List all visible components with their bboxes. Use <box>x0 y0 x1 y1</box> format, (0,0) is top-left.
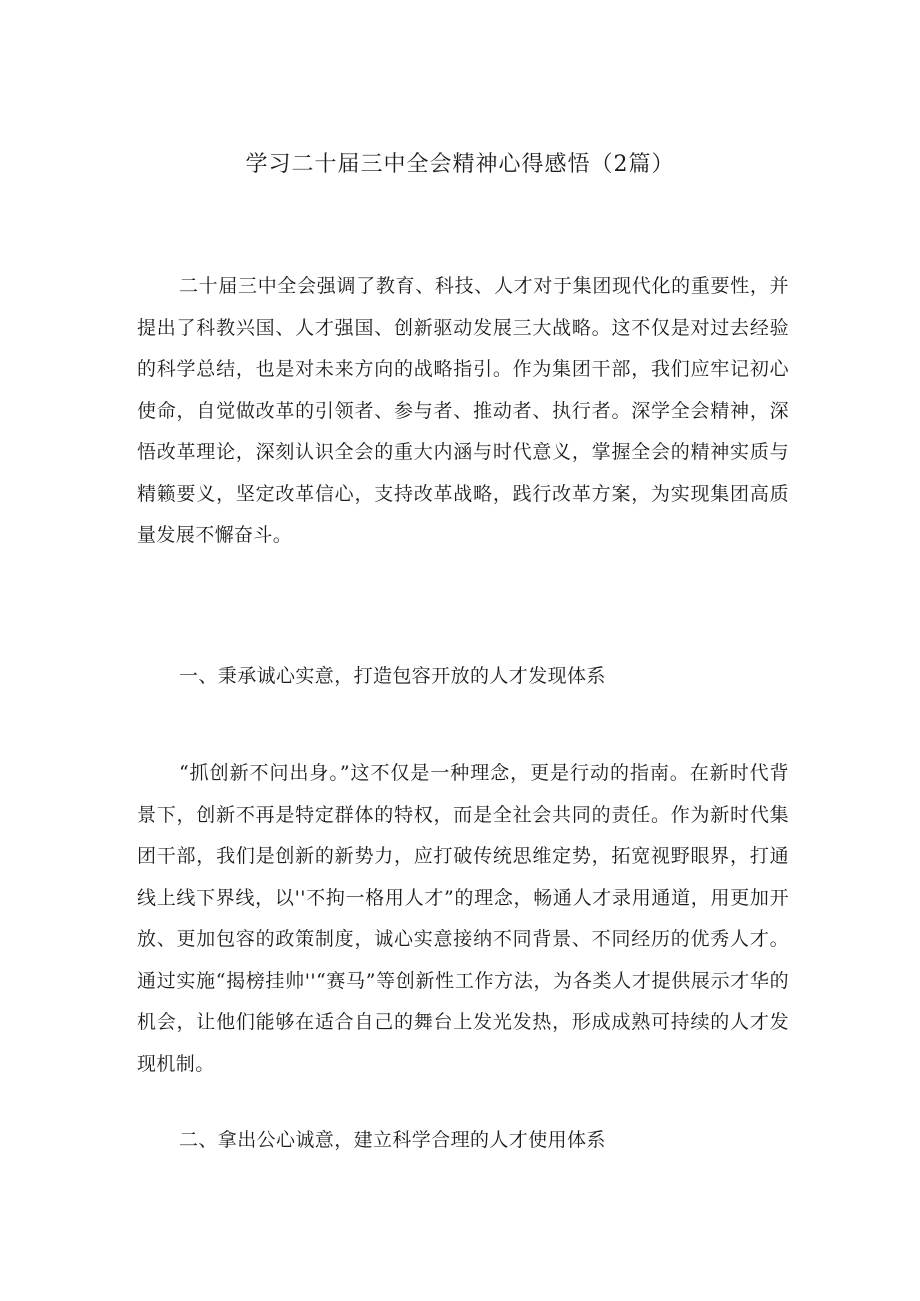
section-heading-1: 一、秉承诚心实意，打造包容开放的人才发现体系 <box>179 665 606 687</box>
paragraph-intro: 二十届三中全会强调了教育、科技、人才对于集团现代化的重要性，并提出了科教兴国、人才强国、创新驱动发展三大战略。这不仅是对过去经验的科学总结，也是对未来方向的战略指引。作为集团干部，我们应牢记初心使命，自觉做改革的引领者、参与者、推动者、执行者。深学全会精神，深悟改革理论，深刻认识全会的重大内涵与时代意义，掌握全会的精神实质与精籁要义，坚定改革信心，支持改革战略，践行改革方案，为实现集团高质量发展不懈奋斗。 <box>137 275 789 546</box>
section-heading-2: 二、拿出公心诚意，建立科学合理的人才使用体系 <box>179 1129 606 1151</box>
document-title: 学习二十届三中全会精神心得感悟（2篇） <box>245 152 675 177</box>
paragraph-section-1: “抓创新不问出身。”这不仅是一种理念，更是行动的指南。在新时代背景下，创新不再是特定群体的特权，而是全社会共同的责任。作为新时代集团干部，我们是创新的新势力，应打破传统思维定势，拓宽视野眼界，打通线上线下界线，以''不拘一格用人才”的理念，畅通人才录用通道，用更加开放、更加包容的政策制度，诚心实意接纳不同背景、不同经历的优秀人才。通过实施“揭榜挂帅''“赛马”等创新性工作方法，为各类人才提供展示才华的机会，让他们能够在适合自己的舞台上发光发热，形成成熟可持续的人才发现机制。 <box>137 762 789 1075</box>
